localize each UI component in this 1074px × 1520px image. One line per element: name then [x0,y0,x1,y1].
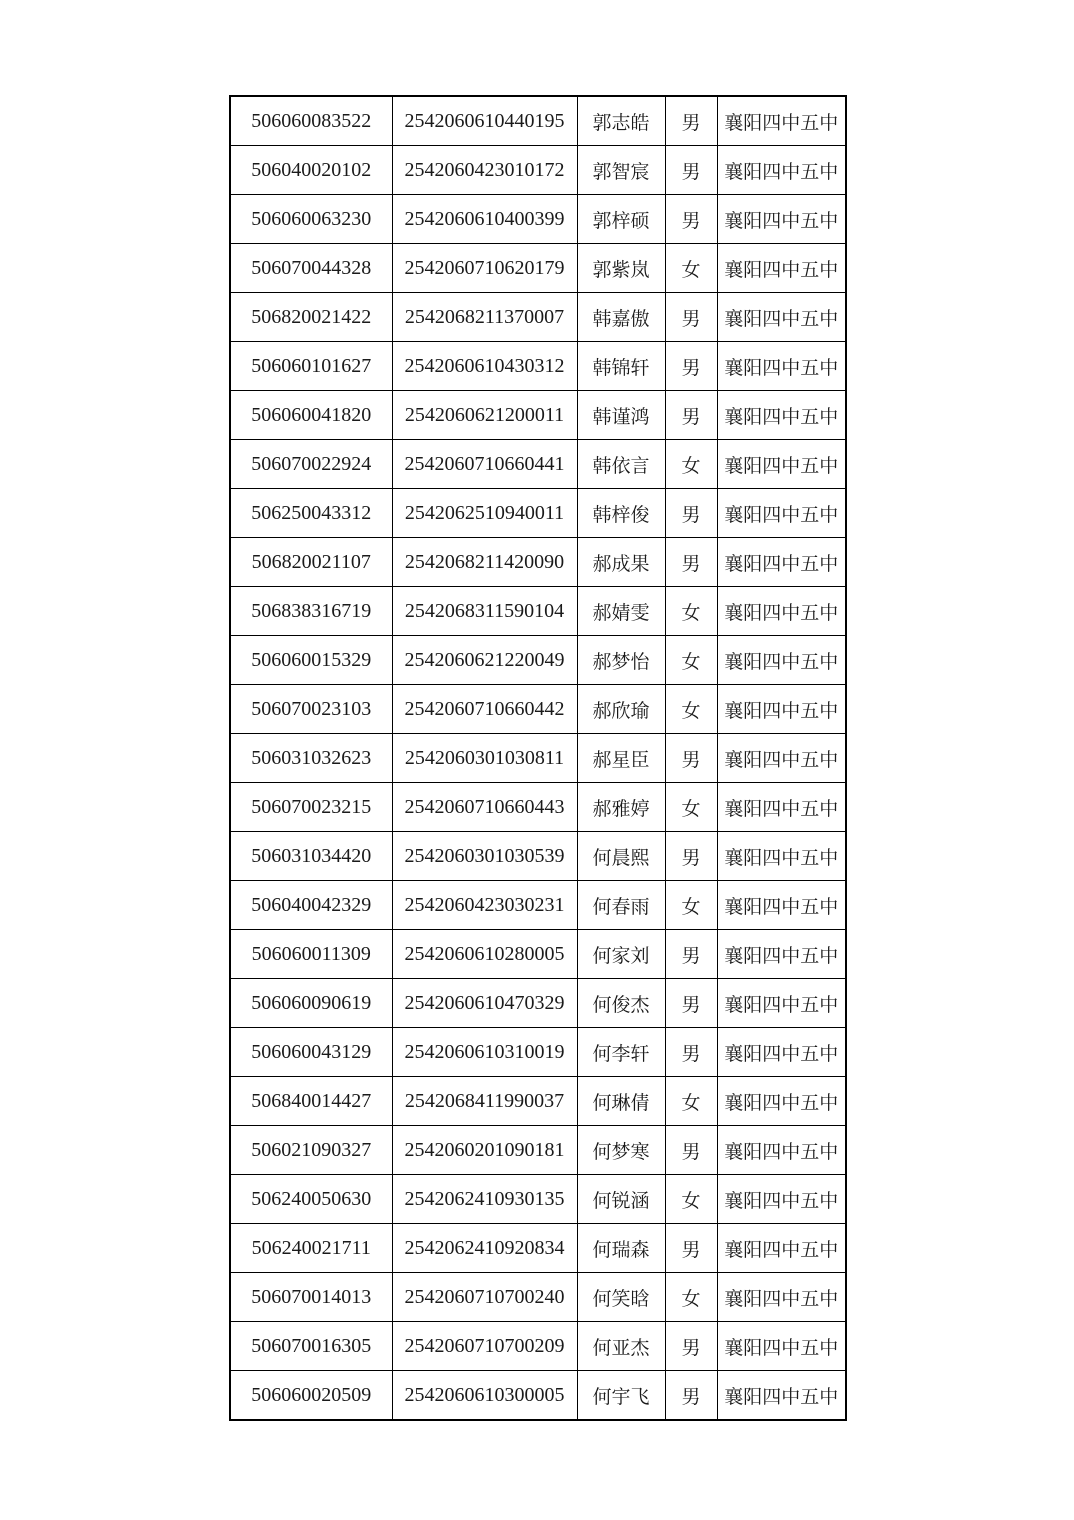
student-id-cell: 2542060610440195 [392,96,577,146]
student-name-cell: 何春雨 [577,881,665,930]
student-roster-table [229,95,847,1421]
gender-cell: 男 [665,1322,717,1371]
exam-number-cell: 506040020102 [230,146,392,195]
student-id-cell: 2542060201090181 [392,1126,577,1175]
table-row [230,293,846,342]
school-cell: 襄阳四中五中 [717,881,846,930]
student-id-cell: 2542068211370007 [392,293,577,342]
exam-number-cell: 506031034420 [230,832,392,881]
table-row [230,195,846,244]
school-cell: 襄阳四中五中 [717,783,846,832]
exam-number-cell: 506040042329 [230,881,392,930]
table-row [230,1322,846,1371]
gender-cell: 男 [665,342,717,391]
student-id-cell: 2542060610400399 [392,195,577,244]
student-name-cell: 何家刘 [577,930,665,979]
gender-cell: 女 [665,1175,717,1224]
student-name-cell: 郭智宸 [577,146,665,195]
student-id-cell: 2542060301030539 [392,832,577,881]
table-row [230,96,846,146]
school-cell: 襄阳四中五中 [717,244,846,293]
student-name-cell: 何晨熙 [577,832,665,881]
table-row [230,1224,846,1273]
gender-cell: 女 [665,1273,717,1322]
exam-number-cell: 506060083522 [230,96,392,146]
school-cell: 襄阳四中五中 [717,440,846,489]
student-name-cell: 何瑞森 [577,1224,665,1273]
exam-number-cell: 506820021422 [230,293,392,342]
student-name-cell: 何梦寒 [577,1126,665,1175]
student-id-cell: 2542060610470329 [392,979,577,1028]
student-name-cell: 何宇飞 [577,1371,665,1421]
table-row [230,783,846,832]
student-id-cell: 2542068411990037 [392,1077,577,1126]
school-cell: 襄阳四中五中 [717,195,846,244]
exam-number-cell: 506070044328 [230,244,392,293]
school-cell: 襄阳四中五中 [717,636,846,685]
exam-number-cell: 506060015329 [230,636,392,685]
school-cell: 襄阳四中五中 [717,1273,846,1322]
exam-number-cell: 506240050630 [230,1175,392,1224]
table-row [230,734,846,783]
exam-number-cell: 506070023215 [230,783,392,832]
school-cell: 襄阳四中五中 [717,1077,846,1126]
table-row [230,146,846,195]
table-row [230,979,846,1028]
table-row [230,832,846,881]
school-cell: 襄阳四中五中 [717,1028,846,1077]
exam-number-cell: 506070014013 [230,1273,392,1322]
student-name-cell: 郝成果 [577,538,665,587]
table-row [230,244,846,293]
gender-cell: 男 [665,538,717,587]
gender-cell: 男 [665,1126,717,1175]
exam-number-cell: 506840014427 [230,1077,392,1126]
student-name-cell: 郭紫岚 [577,244,665,293]
student-id-cell: 2542060610310019 [392,1028,577,1077]
school-cell: 襄阳四中五中 [717,391,846,440]
student-name-cell: 何琳倩 [577,1077,665,1126]
gender-cell: 女 [665,685,717,734]
exam-number-cell: 506070022924 [230,440,392,489]
student-id-cell: 2542060621220049 [392,636,577,685]
student-name-cell: 郝梦怡 [577,636,665,685]
student-id-cell: 2542068311590104 [392,587,577,636]
student-name-cell: 韩谨鸿 [577,391,665,440]
exam-number-cell: 506060011309 [230,930,392,979]
table-row [230,342,846,391]
exam-number-cell: 506250043312 [230,489,392,538]
table-row [230,489,846,538]
gender-cell: 男 [665,293,717,342]
gender-cell: 女 [665,587,717,636]
gender-cell: 男 [665,734,717,783]
gender-cell: 女 [665,783,717,832]
student-name-cell: 韩锦轩 [577,342,665,391]
exam-number-cell: 506060043129 [230,1028,392,1077]
table-row [230,587,846,636]
student-name-cell: 郝婧雯 [577,587,665,636]
table-row [230,930,846,979]
student-id-cell: 2542060610280005 [392,930,577,979]
student-id-cell: 2542068211420090 [392,538,577,587]
school-cell: 襄阳四中五中 [717,1175,846,1224]
gender-cell: 女 [665,1077,717,1126]
gender-cell: 男 [665,96,717,146]
table-row [230,538,846,587]
table-row [230,391,846,440]
school-cell: 襄阳四中五中 [717,293,846,342]
exam-number-cell: 506060020509 [230,1371,392,1421]
gender-cell: 女 [665,440,717,489]
school-cell: 襄阳四中五中 [717,930,846,979]
table-row [230,1273,846,1322]
gender-cell: 男 [665,146,717,195]
student-name-cell: 何锐涵 [577,1175,665,1224]
exam-number-cell: 506070016305 [230,1322,392,1371]
gender-cell: 男 [665,1224,717,1273]
student-id-cell: 2542062410930135 [392,1175,577,1224]
student-id-cell: 2542060710660442 [392,685,577,734]
table-row [230,881,846,930]
exam-number-cell: 506060090619 [230,979,392,1028]
student-name-cell: 何俊杰 [577,979,665,1028]
student-name-cell: 韩梓俊 [577,489,665,538]
gender-cell: 男 [665,832,717,881]
school-cell: 襄阳四中五中 [717,587,846,636]
roster-body [230,96,846,1420]
table-row [230,685,846,734]
student-name-cell: 何李轩 [577,1028,665,1077]
school-cell: 襄阳四中五中 [717,538,846,587]
table-row [230,1371,846,1421]
gender-cell: 男 [665,489,717,538]
gender-cell: 男 [665,195,717,244]
exam-number-cell: 506240021711 [230,1224,392,1273]
school-cell: 襄阳四中五中 [717,489,846,538]
student-id-cell: 2542060610300005 [392,1371,577,1421]
student-id-cell: 2542060621200011 [392,391,577,440]
table-row [230,440,846,489]
gender-cell: 女 [665,244,717,293]
student-id-cell: 2542060423030231 [392,881,577,930]
gender-cell: 男 [665,1028,717,1077]
exam-number-cell: 506060041820 [230,391,392,440]
student-id-cell: 2542062510940011 [392,489,577,538]
table-row [230,1126,846,1175]
student-id-cell: 2542060710700240 [392,1273,577,1322]
table-row [230,1175,846,1224]
exam-number-cell: 506060101627 [230,342,392,391]
student-name-cell: 郭梓硕 [577,195,665,244]
school-cell: 襄阳四中五中 [717,734,846,783]
student-id-cell: 2542060710700209 [392,1322,577,1371]
student-name-cell: 郝星臣 [577,734,665,783]
gender-cell: 男 [665,391,717,440]
school-cell: 襄阳四中五中 [717,146,846,195]
student-name-cell: 郭志皓 [577,96,665,146]
student-name-cell: 韩嘉傲 [577,293,665,342]
student-id-cell: 2542060610430312 [392,342,577,391]
student-id-cell: 2542060301030811 [392,734,577,783]
student-name-cell: 何亚杰 [577,1322,665,1371]
table-row [230,636,846,685]
school-cell: 襄阳四中五中 [717,685,846,734]
school-cell: 襄阳四中五中 [717,342,846,391]
exam-number-cell: 506070023103 [230,685,392,734]
student-name-cell: 郝欣瑜 [577,685,665,734]
gender-cell: 男 [665,979,717,1028]
school-cell: 襄阳四中五中 [717,832,846,881]
gender-cell: 女 [665,636,717,685]
school-cell: 襄阳四中五中 [717,979,846,1028]
exam-number-cell: 506838316719 [230,587,392,636]
student-name-cell: 韩依言 [577,440,665,489]
student-id-cell: 2542060423010172 [392,146,577,195]
gender-cell: 女 [665,881,717,930]
exam-number-cell: 506060063230 [230,195,392,244]
student-id-cell: 2542062410920834 [392,1224,577,1273]
exam-number-cell: 506031032623 [230,734,392,783]
school-cell: 襄阳四中五中 [717,1371,846,1421]
student-name-cell: 郝雅婷 [577,783,665,832]
student-id-cell: 2542060710660443 [392,783,577,832]
school-cell: 襄阳四中五中 [717,1126,846,1175]
table-row [230,1028,846,1077]
exam-number-cell: 506021090327 [230,1126,392,1175]
exam-number-cell: 506820021107 [230,538,392,587]
school-cell: 襄阳四中五中 [717,1322,846,1371]
student-id-cell: 2542060710620179 [392,244,577,293]
table-row [230,1077,846,1126]
school-cell: 襄阳四中五中 [717,96,846,146]
student-id-cell: 2542060710660441 [392,440,577,489]
student-name-cell: 何笑晗 [577,1273,665,1322]
school-cell: 襄阳四中五中 [717,1224,846,1273]
gender-cell: 男 [665,1371,717,1421]
gender-cell: 男 [665,930,717,979]
